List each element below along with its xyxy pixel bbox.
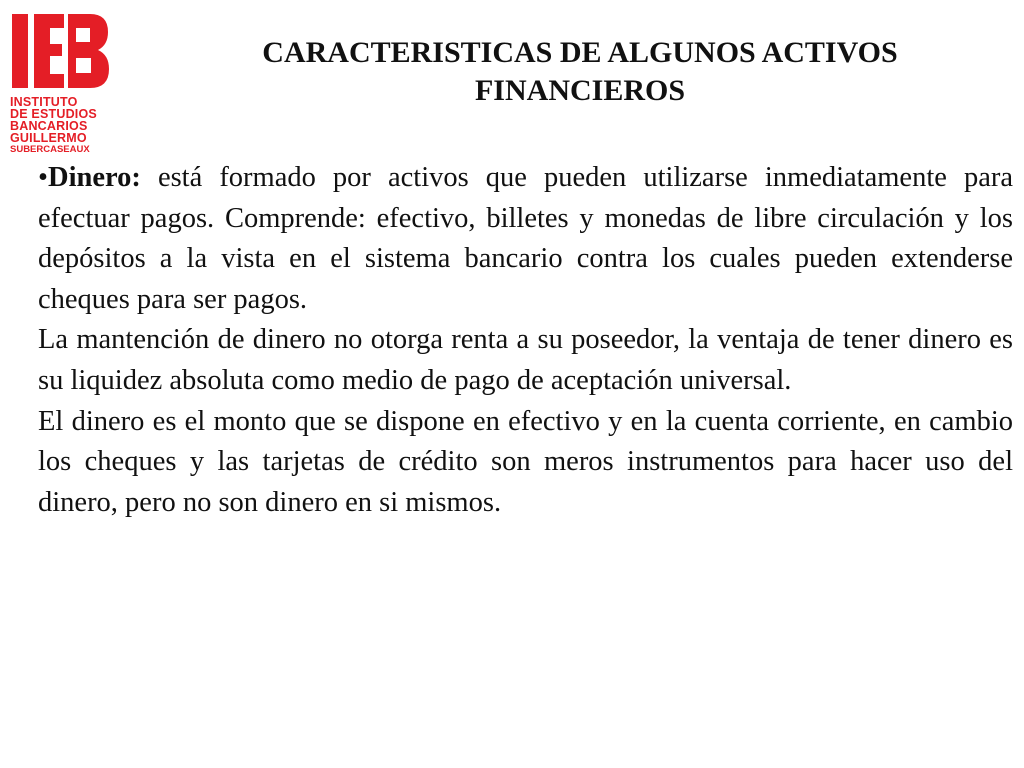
logo-text-line-4: GUILLERMO (10, 131, 87, 145)
paragraph-1-text: está formado por activos que pueden utilizarse inmediatamente para efectuar pagos. Comprende: efectivo, billetes y monedas de libre circulación y los depósitos a la vista en el sistema bancario contra los cuales pueden extenderse cheques para ser pagos. (38, 162, 1013, 315)
slide-title-line-2: FINANCIEROS (474, 74, 686, 107)
institute-logo (10, 12, 132, 160)
logo-text-line-3: BANCARIOS (10, 119, 88, 133)
bullet-mark: • (38, 162, 48, 193)
logo-text-line-2: DE ESTUDIOS (10, 107, 97, 121)
paragraph-liquidity: La mantención de dinero no otorga renta a su poseedor, la ventaja de tener dinero es su liquidez absoluta como medio de pago de aceptación universal. (38, 324, 1013, 396)
logo-text-line-1: INSTITUTO (10, 95, 78, 109)
paragraph-money-vs-instruments: El dinero es el monto que se dispone en efectivo y en la cuenta corriente, en cambio los cheques y las tarjetas de crédito son meros instrumentos para hacer uso del dinero, pero no son dinero en si mismos. (38, 405, 1013, 518)
paragraph-dinero-definition (38, 158, 1013, 320)
logo-text-line-5: SUBERCASEAUX (10, 144, 90, 155)
slide-title (140, 34, 1020, 110)
term-dinero: Dinero: (47, 162, 141, 193)
slide-body (38, 158, 1013, 523)
logo-mark-icon (10, 12, 110, 90)
slide-title-line-1: CARACTERISTICAS DE ALGUNOS ACTIVOS (262, 36, 898, 69)
